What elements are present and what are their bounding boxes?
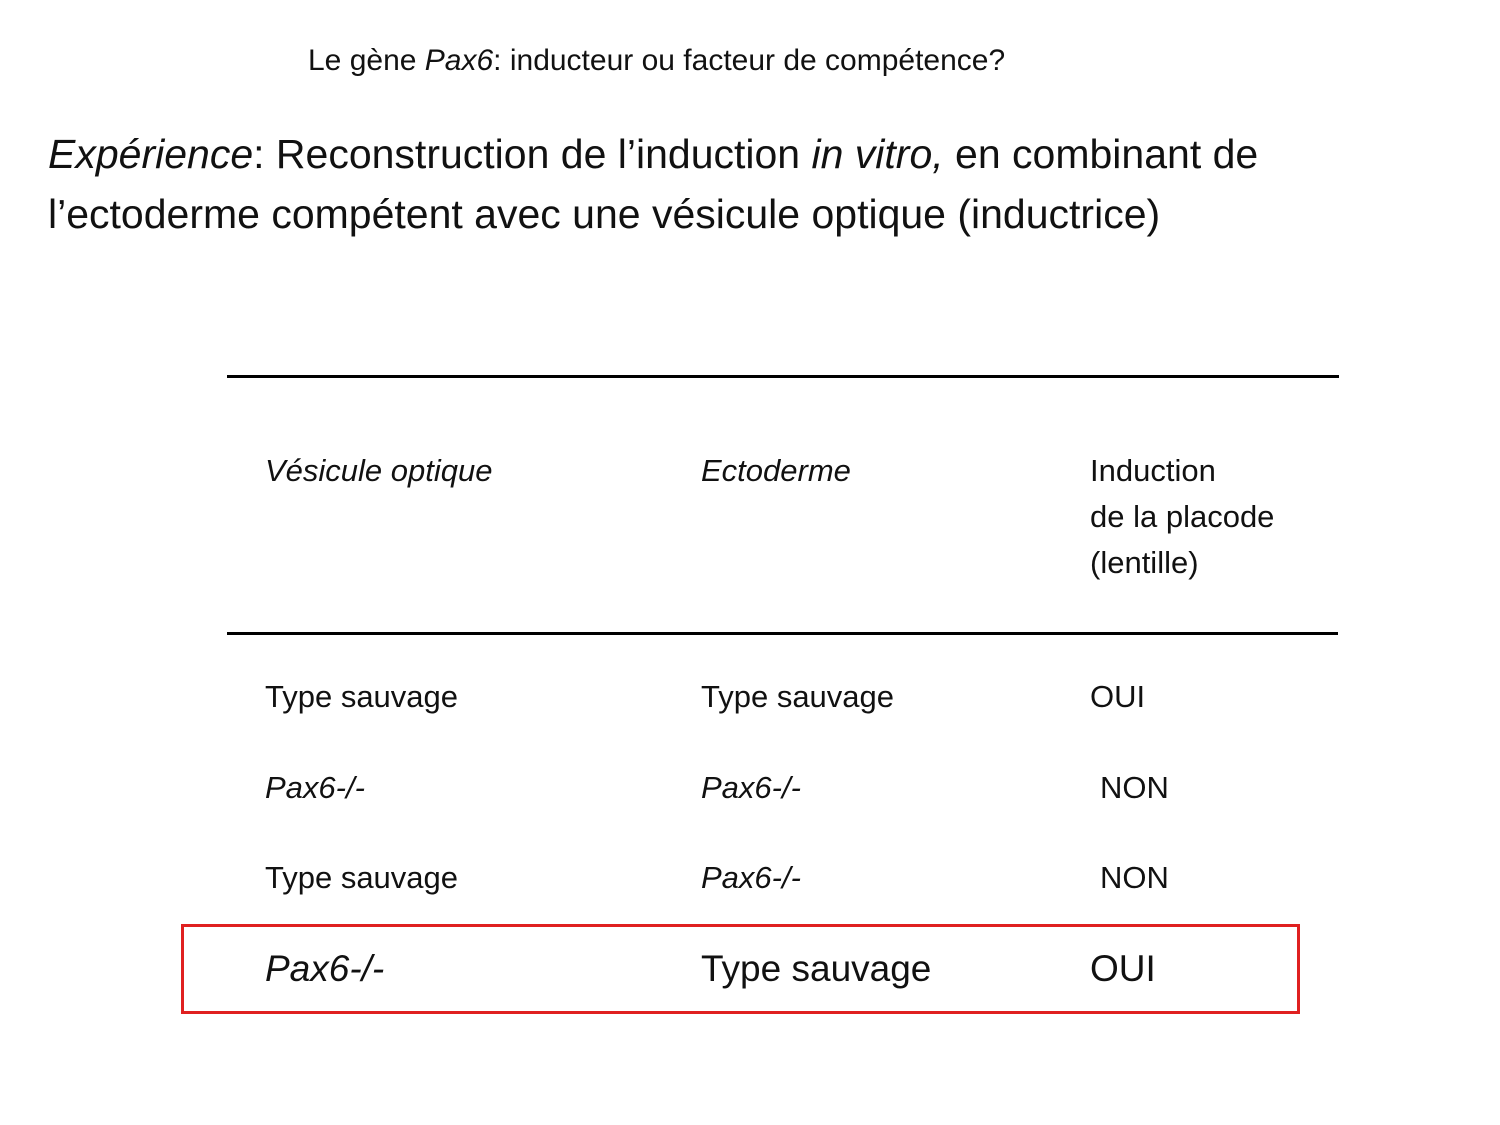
header-induction-line1: Induction: [1090, 453, 1216, 488]
row4-ectoderme: Type sauvage: [701, 948, 932, 989]
title-suffix: : inducteur ou facteur de compétence?: [493, 44, 1006, 77]
row3-vesicule: Type sauvage: [265, 860, 459, 895]
table-top-rule: [227, 375, 1339, 378]
row1-vesicule: Type sauvage: [265, 679, 459, 714]
row4-induction: OUI: [1090, 948, 1156, 989]
table-header-rule: [227, 632, 1338, 635]
row3-induction: NON: [1100, 860, 1169, 895]
title-gene: Pax6: [424, 44, 494, 77]
experiment-text-b: en combinant de l’ectoderme compétent avec une vésicule optique (inductrice): [48, 131, 1259, 237]
row2-induction: NON: [1100, 770, 1169, 805]
header-vesicule-optique: Vésicule optique: [265, 453, 493, 488]
row3-ectoderme: Pax6-/-: [701, 860, 801, 895]
row1-induction: OUI: [1090, 679, 1146, 714]
row1-ectoderme: Type sauvage: [701, 679, 895, 714]
row2-ectoderme: Pax6-/-: [701, 770, 801, 805]
experiment-label: Expérience: [48, 131, 254, 177]
header-induction-line3: (lentille): [1090, 545, 1199, 580]
header-ectoderme: Ectoderme: [701, 453, 851, 488]
header-induction: [1090, 448, 1274, 586]
header-induction-line2: de la placode: [1090, 499, 1275, 534]
slide-title: [308, 44, 1005, 78]
row4-vesicule: Pax6-/-: [265, 948, 385, 989]
title-prefix: Le gène: [308, 44, 425, 77]
experiment-description: [48, 124, 1468, 244]
experiment-text-a: : Reconstruction de l’induction: [253, 131, 812, 177]
in-vitro-term: in vitro,: [811, 131, 944, 177]
row2-vesicule: Pax6-/-: [265, 770, 365, 805]
